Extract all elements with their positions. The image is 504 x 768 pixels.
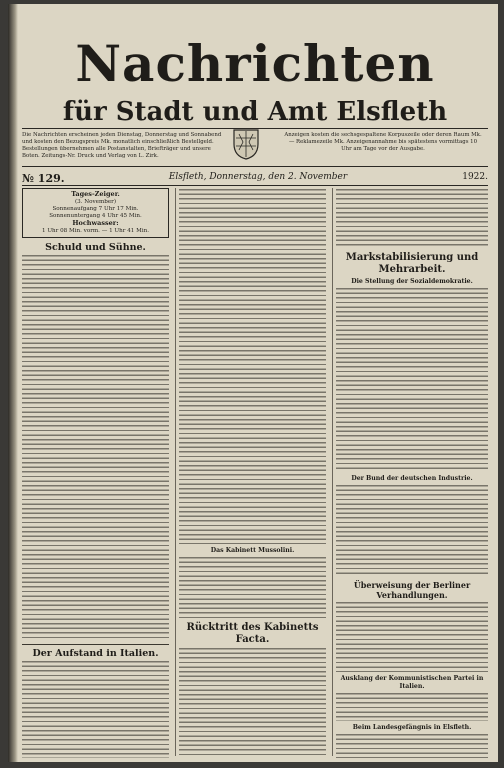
headline-schuld-und-suehne: Schuld und Sühne. <box>45 242 146 253</box>
subheading-sozialdemokratie: Die Stellung der Sozialdemokratie. <box>351 278 473 285</box>
masthead-subtitle: für Stadt und Amt Elsfleth <box>62 97 448 127</box>
issue-year: 1922. <box>462 172 488 182</box>
subheading-landesgefaengnis: Beim Landesgefängnis in Elsfleth. <box>352 724 472 731</box>
article-body <box>336 189 488 249</box>
sunrise: Sonnenaufgang 7 Uhr 17 Min. <box>52 206 139 212</box>
tages-zeiger-date: (3. November) <box>74 199 117 205</box>
article-body <box>179 488 326 544</box>
headline-aufstand-italien: Der Aufstand in Italien. <box>32 648 159 659</box>
high-water-title: Hochwasser: <box>72 219 119 227</box>
article-body <box>22 661 169 758</box>
tages-zeiger-box <box>22 188 169 238</box>
tages-zeiger-title: Tages-Zeiger. <box>71 190 120 198</box>
article-body <box>336 602 488 672</box>
masthead-rule-mid <box>22 166 488 167</box>
binding-gutter <box>8 4 18 762</box>
article-body <box>336 288 488 472</box>
subscription-info: Die Nachrichten erscheinen jeden Dienstag, Donnerstag und Sonnabend und kosten den Bezugspreis Mk. monatlich einschließlich Bestellgeld. Bestellungen übernehmen alle Postanstalten, Briefträger und unsere Boten. Zeitungs-Nr. Druck und Verlag von L. Zirk. <box>22 132 222 159</box>
article-body <box>179 189 326 485</box>
masthead-rule-bottom <box>22 185 488 186</box>
sunset: Sonnenuntergang 4 Uhr 45 Min. <box>49 213 142 219</box>
column-2 <box>179 188 326 758</box>
column-1 <box>22 188 169 758</box>
advertising-info: Anzeigen kosten die sechsgespaltene Korpuszeile oder deren Raum Mk. — Reklamezeile Mk. Anzeigenannahme bis spätestens vormittags 10 Uhr am Tage vor der Ausgabe. <box>284 132 482 152</box>
headline-ruecktritt-kabinett: Rücktritt des Kabinetts Facta. <box>186 622 319 645</box>
article-body <box>336 485 488 577</box>
article-body <box>179 557 326 619</box>
issue-number: № 129. <box>22 172 65 185</box>
article-body <box>336 693 488 721</box>
column-divider <box>332 188 333 756</box>
subheading-kommunistische-partei: Ausklang der Kommunistischen Partei in Italien. <box>340 675 484 690</box>
column-3 <box>336 188 488 758</box>
article-body <box>336 734 488 758</box>
headline-markstabilisierung: Markstabilisierung und Mehrarbeit. <box>345 252 479 275</box>
article-rule <box>22 644 169 645</box>
article-body <box>22 255 169 641</box>
high-water-times: 1 Uhr 08 Min. vorm. — 1 Uhr 41 Min. <box>41 228 149 234</box>
masthead-title: Nachrichten <box>75 34 435 93</box>
dateline: Elsfleth, Donnerstag, den 2. November <box>168 172 348 182</box>
subheading-bund-industrie: Der Bund der deutschen Industrie. <box>351 475 473 482</box>
subheading-kabinett-mussolini: Das Kabinett Mussolini. <box>210 547 295 554</box>
coat-of-arms-icon <box>226 128 266 160</box>
article-body <box>179 648 326 758</box>
column-divider <box>175 188 176 756</box>
headline-berliner-verhandlungen: Überweisung der Berliner Verhandlungen. <box>353 580 471 600</box>
newspaper-page <box>8 4 498 762</box>
